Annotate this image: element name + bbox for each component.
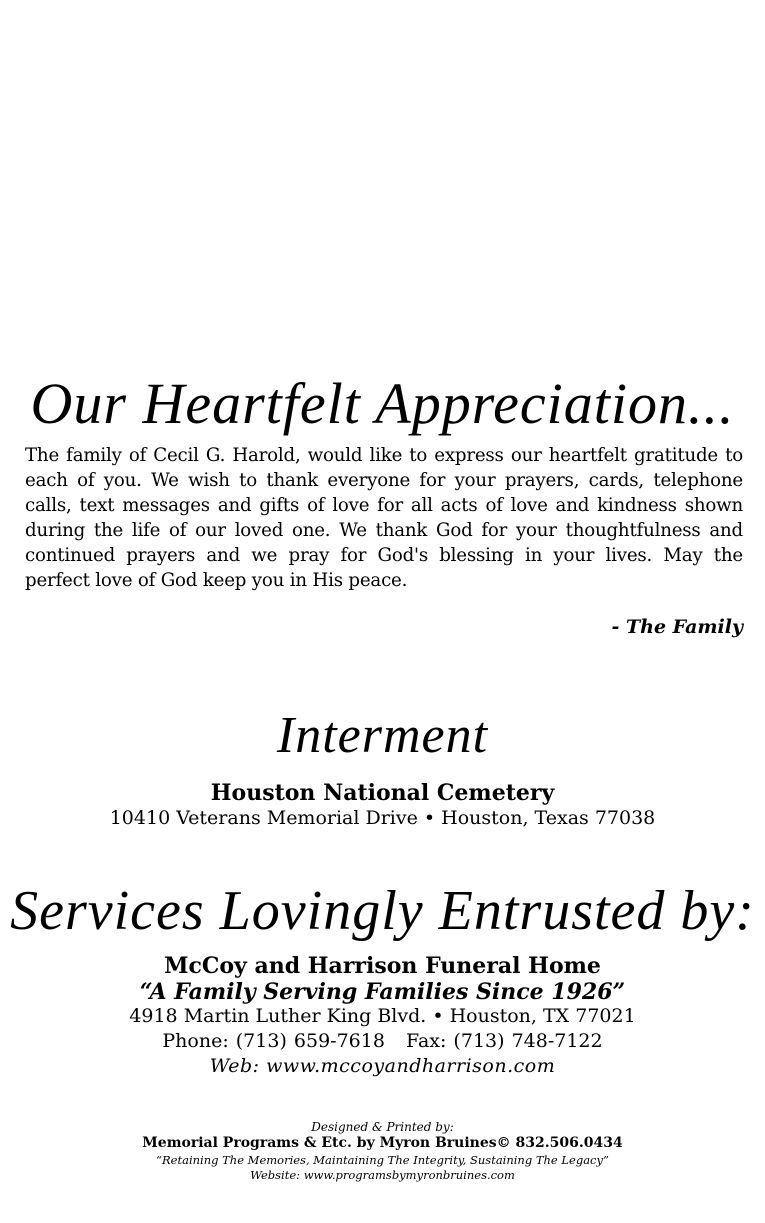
credit-website: Website: www.programsbymyronbruines.com <box>250 1168 515 1182</box>
funeral-home-web: Web: www.mccoyandharrison.com <box>209 1055 556 1077</box>
cemetery-name: Houston National Cemetery <box>210 780 555 806</box>
credit-designed-by: Designed & Printed by: <box>311 1120 454 1134</box>
funeral-home-phone: Phone: (713) 659-7618 Fax: (713) 748-7122 <box>162 1030 603 1052</box>
cemetery-address: 10410 Veterans Memorial Drive • Houston, Texas 77038 <box>109 807 656 829</box>
interment-heading: Interment <box>276 707 489 764</box>
appreciation-heading: Our Heartfelt Appreciation... <box>30 371 735 436</box>
appreciation-message: The family of Cecil G. Harold, would like to express our heartfelt gratitude to each of you. We wish to thank everyone for your prayers, cards, telephone calls, text messages and gifts of love for all acts of love and kindness shown during the life of our loved one. We thank God for your thoughtfulness and continued prayers and we pray for God's blessing in your lives. May the perfect love of God keep you in His peace. <box>25 445 743 591</box>
services-heading: Services Lovingly Entrusted by: <box>10 880 755 942</box>
funeral-home-address: 4918 Martin Luther King Blvd. • Houston, TX 77021 <box>129 1005 636 1027</box>
credit-company: Memorial Programs & Etc. by Myron Bruines© 832.506.0434 <box>142 1135 623 1151</box>
funeral-home-slogan: “A Family Serving Families Since 1926” <box>139 979 626 1005</box>
funeral-home-name: McCoy and Harrison Funeral Home <box>164 953 601 979</box>
family-signature: - The Family <box>611 616 743 638</box>
credit-tagline: “Retaining The Memories, Maintaining The Integrity, Sustaining The Legacy” <box>156 1153 609 1167</box>
